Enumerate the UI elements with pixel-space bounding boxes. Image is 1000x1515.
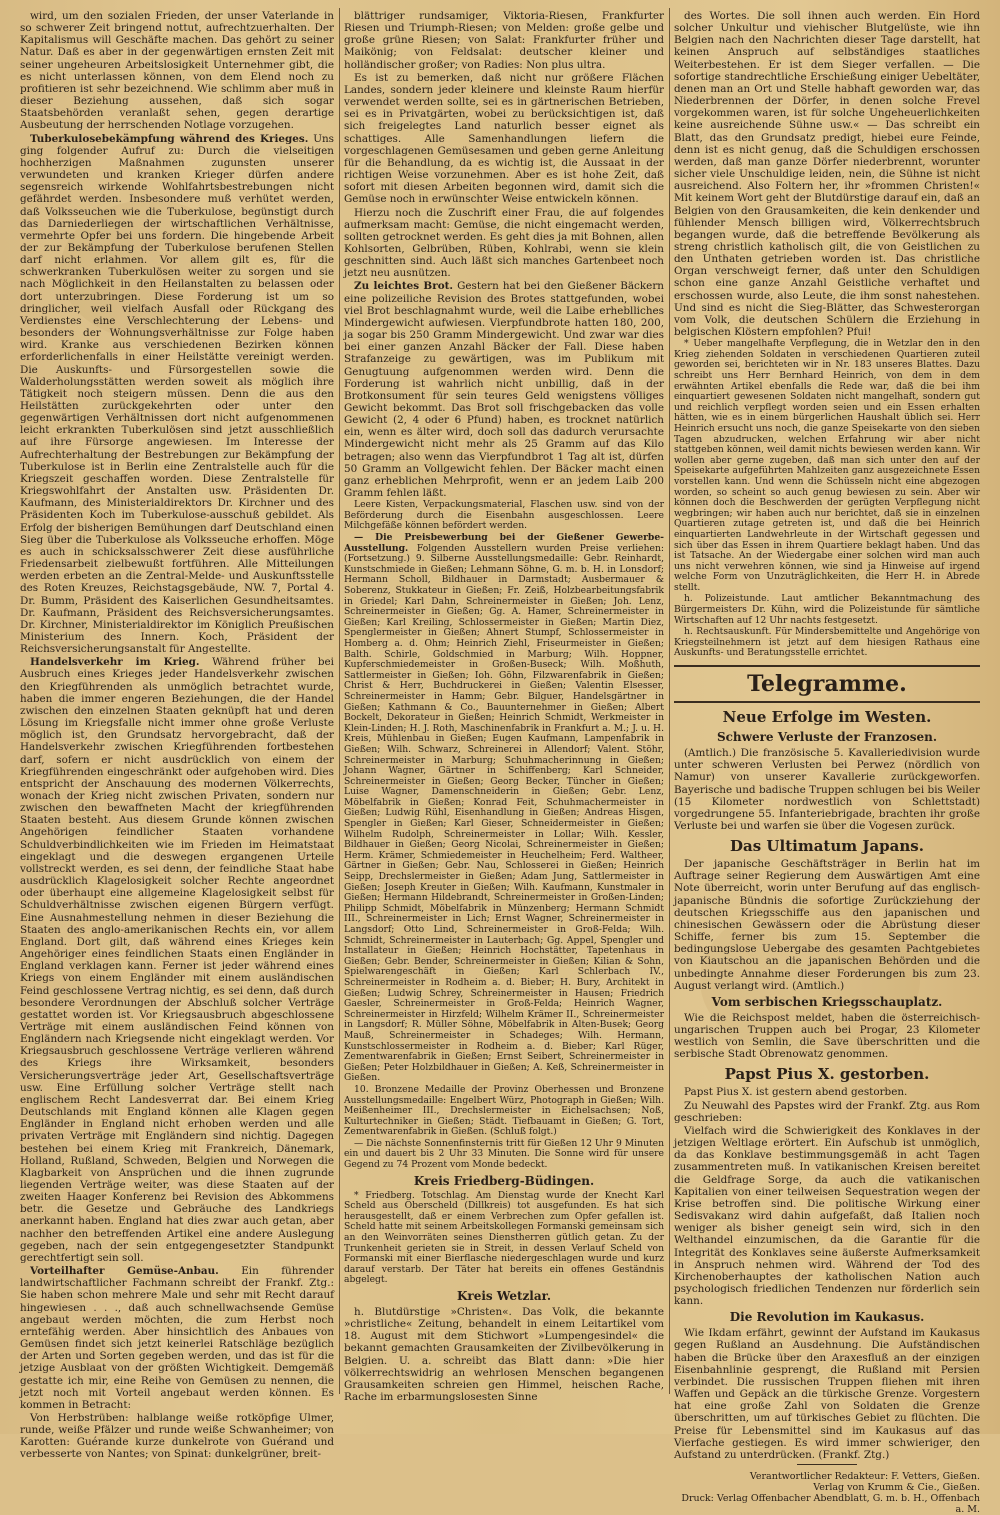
article-paragraph: des Wortes. Die soll ihnen auch werden. Ein Hord solcher Unkultur und viehischer Blutgelüste, wie ihn Belgien nach den Nachrichten dieser Tage darstellt, hat keinen Anspruch auf selbständiges staatliches Weiterbestehen. Er ist dem Sieger verfallen. — Die sofortige standrechtliche Erschießung einiger Uebeltäter, denen man an Ort und Stelle habhaft geworden war, das Niederbrennen der Dörfer, in denen solche Frevel vorgekommen waren, ist für solche Ungeheuerlichkeiten keine ausreichende Sühne usw.« — Das schreibt ein Blatt, das den Grundsatz predigt, hiebei eure Feinde, denn ist es nicht genug, daß die Schuldigen erschossen werden, daß man ganze Dörfer niederbrennt, worunter sicher viele Unschuldige leiden, nein, die Sühne ist nicht ausreichend. Also Foltern her, ihr »frommen Christen!« Mit keinem Wort geht der Blutdürstige darauf ein, daß an Belgien von den Grausamkeiten, die kein denkender und fühlender Mensch billigen wird, Völkerrechtsbruch begangen wurde, daß die betreffende Bevölkerung als streng christlich katholisch gilt, die von Geistlichen zu den Unthaten getrieben worden ist. Das christliche Organ verschweigt ferner, daß unter den Schuldigen schon eine ganze Anzahl Geistliche verhaftet und erschossen wurde, also Leute, die ihm sonst nahestehen. Und sind es nicht die Sieg-Blätter, das Schwesterorgan vom Volk, die deutschen Schülern die Erziehung in belgischen Klöstern empfohlen? Pfui! xyxy=(674,10,980,339)
article-paragraph: Leere Kisten, Verpackungsmaterial, Flaschen usw. sind von der Beförderung durch die Eisenbahn ausgeschlossen. Leere Milchgefäße können befördert werden. xyxy=(344,499,664,532)
article-paragraph xyxy=(344,280,664,499)
telegram-section-title: Telegramme. xyxy=(674,665,980,703)
article-paragraph: wird, um den sozialen Frieden, der unser Vaterlande in so schwerer Zeit bringend nottut, aufrechtzuerhalten. Der Kapitalismus will Geschäfte machen. Das gehört zu seiner Natur. Daß es aber in der gegenwärtigen ernsten Zeit mit seiner ungeheuren Arbeitslosigkeit Unternehmer gibt, die es nicht unterlassen können, von dem Elend noch zu profitieren ist sehr bezeichnend. Wie schlimm aber muß in dieser Beziehung aussehen, daß sich sogar Staatsbehörden veranlaßt sehen, gegen derartige Ausbeutung der herrschenden Notlage vorzugehen. xyxy=(20,10,334,132)
article-paragraph: Hierzu noch die Zuschrift einer Frau, die auf folgendes aufmerksam macht: Gemüse, die nicht eingemacht werden, sollten getrocknet werden. Es geht dies ja mit Bohnen, allen Kohlsorten, Gelbrüben, Rüben, Kohlrabi, wenn sie klein geschnitten sind. Auch läßt sich manches Gartenbeet noch jetzt neu ausnützen. xyxy=(344,206,664,280)
article-text: Folgenden Ausstellern wurden Preise verliehen: (Fortsetzung.) 9. Silberne Ausstellungsmedaille: Gebr. Reinhardt, Kunstschmiede in Gießen; Lehmann Söhne, G. m. b. H. in Lonsdorf; Hermann Scholl, Bildhauer in Darmstadt; Ausbermauer & Soberenz, Stukkateur in Gießen; Fr. Zeiß, Holzbearbeitungsfabrik in Griedel; Karl Dahn, Schreinermeister in Gießen; Joh. Lenz, Schreinermeister in Gießen; Gg. A. Hamer, Schreinermeister in Gießen; Karl Kreiling, Schlossermeister in Gießen; Martin Diez, Spenglermeister in Gießen; Ahnert Stumpf, Schlossermeister in Homberg a. d. Ohm; Heinrich Ziehl, Friseurmeister in Gießen; Balth. Schirle, Goldschmied in Marburg; Wilh. Hoppner, Kupferschmiedemeister in Großen-Buseck; Wilh. Moßhuth, Sattlermeister in Gießen; Ioh. Göhn, Filzwarenfabrik in Gießen; Christ & Herr, Buchdruckerei in Gießen; Valentin Elsesser, Schreinermeister in Hamm; Gebr. Bilguer, Handelsgärtner in Gießen; Kathmann & Co., Bauunternehmer in Gießen; Albert Bockelt, Dekorateur in Gießen; Heinrich Schmidt, Werkmeister in Klein-Linden; H. J. Roth, Maschinenfabrik in Frankfurt a. M.; J. u. H. Kreis, Mühlenbau in Gießen; Eugen Kaufmann, Lampenfabrik in Gießen; Wilh. Schwarz, Schreinerei in Allendorf; Valent. Stöhr, Schreinermeister in Marburg; Schuhmacherinnung in Gießen; Johann Wagner, Gärtner in Schiffenberg; Karl Schneider, Schreinermeister in Gießen; Georg Becker, Tüncher in Gießen; Luise Wagner, Damenschneiderin in Gießen; Gebr. Lenz, Möbelfabrik in Gießen; Konrad Feit, Schuhmachermeister in Gießen; Ludwig Rühl, Eisenhandlung in Gießen; Andreas Hisgen, Spengler in Gießen; Karl Gieser, Schneidermeister in Gießen; Wilhelm Rudolph, Schreinermeister in Lollar; Wilh. Kessler, Bildhauer in Gießen; Georg Nicolai, Schreinermeister in Gießen; Herm. Krämer, Schmiedemeister in Heuchelheim; Ferd. Waltheer, Gärtner in Gießen; Gebr. Nau, Schlosserei in Gießen; Heinrich Seipp, Drechslermeister in Gießen; Adam Jung, Sattlermeister in Gießen; Joseph Kreuter in Gießen; Wilh. Kaufmann, Kunstmaler in Gießen; Hermann Hildebrandt, Schreinermeister in Großen-Linden; Philipp Schmidt, Möbelfabrik in Münzenberg; Hermann Schmidt III., Schreinermeister in Lich; Ernst Wagner, Schreinermeister in Langsdorf; Otto Lind, Schreinermeister in Groß-Felda; Wilh. Schmidt, Schreinermeister in Lauterbach; Gg. Appel, Spengler und Installateur in Gießen; Heinrich Hochstätter, Tapetenhaus in Gießen; Gebr. Bender, Schreinermeister in Gießen; Kilian & Sohn, Spielwarengeschäft in Gießen; Karl Schlerbach IV., Schreinermeister in Rodheim a. d. Bieber; H. Bury, Architekt in Gießen; Ludwig Schrey, Schreinermeister in Hausen; Friedrich Gaesler, Schreinermeister in Groß-Felda; Heinrich Wagner, Schreinermeister in Hirzfeld; Wilhelm Krämer II., Schreinermeister in Langsdorf; R. Müller Söhne, Möbelfabrik in Alten-Busek; Georg Mauß, Schreinermeister in Schadeges; Wilh. Hermann, Kunstschlossermeister in Rodheim a. d. Bieber; Karl Rüger, Zementwarenfabrik in Gießen; Ernst Seibert, Schreinermeister in Gießen; Peter Holzbildhauer in Gießen; A. Keß, Schreinermeister in Gießen. xyxy=(344,542,664,1084)
article-paragraph: h. Rechtsauskunft. Für Mindersbemittelte und Angehörige von Kriegsteilnehmern ist jetzt auf dem hiesigen Rathaus eine Auskunfts- und Beratungsstelle errichtet. xyxy=(674,626,980,659)
article-paragraph: Papst Pius X. ist gestern abend gestorben. xyxy=(684,1086,908,1099)
section-heading: Die Revolution im Kaukasus. xyxy=(729,1310,925,1325)
section-heading: Das Ultimatum Japans. xyxy=(730,837,924,856)
article-paragraph: h. Polizeistunde. Laut amtlicher Bekanntmachung des Bürgermeisters Dr. Kühn, wird die Polizeistunde für sämtliche Wirtschaften auf 12 Uhr nachts festgesetzt. xyxy=(674,593,980,626)
section-heading: Vom serbischen Kriegsschauplatz. xyxy=(711,994,943,1009)
column-right xyxy=(674,10,980,1515)
article-paragraph: 10. Bronzene Medaille der Provinz Oberhessen und Bronzene Ausstellungsmedaille: Engelbert Würz, Photograph in Gießen; Wilh. Meißenheimer III., Drechslermeister in Eichelsachsen; Noß, Kulturtechniker in Gießen; Städt. Tiefbauamt in Gießen; G. Tort, Zementwarenfabrik in Gießen. (Schluß folgt.) xyxy=(344,1083,664,1138)
article-paragraph xyxy=(20,656,334,1264)
column-rule xyxy=(669,8,670,1394)
section-heading: Kreis Wetzlar. xyxy=(456,1289,552,1303)
article-paragraph: Von Herbstrüben: halblange weiße rotköpfige Ulmer, runde, weiße Pfälzer und runde weiße Schwanheimer; von Karotten: Guérande kurze dunkelrote von Guérand und verbesserte von Nantes; von Spinat: dunkelgrüner, breit- xyxy=(20,1411,334,1461)
article-paragraph: Vielfach wird die Schwierigkeit des Konklaves in der jetzigen Weltlage erörtert. Ein Aufschub ist unmöglich, da das Konklave bestimmungsgemäß in acht Tagen zusammentreten muß. In vatikanischen Kreisen bereitet die Geldfrage Sorge, da auch die vatikanischen Kapitalien von einer teilweisen Sequestration wegen der Krise betroffen sind. Die politische Wirkung einer Sedisvakanz wird dahin aufgefaßt, daß Italien noch weniger als bisher geneigt sein wird, sich in den Welthandel einzumischen, da die Garantie für die Integrität des Konklaves seine äußerste Aufmerksamkeit in Anspruch nehmen wird. Während der Tod des Kirchenoberhauptes der katholischen Nation auch psychologisch friedlichen Tendenzen nur förderlich sein kann. xyxy=(674,1124,980,1308)
article-paragraph: Wie die Reichspost meldet, haben die österreichisch-ungarischen Truppen auch bei Progar, 23 Kilometer westlich von Semlin, die Save überschritten und die serbische Stadt Obrenowatz genommen. xyxy=(674,1011,980,1061)
column-rule xyxy=(339,8,340,1394)
article-paragraph: Es ist zu bemerken, daß nicht nur größere Flächen Landes, sondern jeder kleinere und kleinste Raum hierfür verwendet werden sollte, sei es in gärtnerischen Betrieben, sei es in Privatgärten, wobei zu berücksichtigen ist, daß sich freigelegtes Land naturlich besser eignet als schattiges. Alle Samenhandlungen liefern die vorgeschlagenen Gemüsesamen und geben gerne Anleitung für die Behandlung, da es wichtig ist, die Aussaat in der richtigen Weise vorzunehmen. Aber es ist hohe Zeit, daß sofort mit diesen Arbeiten begonnen wird, damit sich die Gemüse noch in erwünschter Weise entwickeln können. xyxy=(344,71,664,206)
article-paragraph: Der japanische Geschäftsträger in Berlin hat im Auftrage seiner Regierung dem Auswärtigen Amt eine Note überreicht, worin unter Berufung auf das englisch-japanische Bündnis die sofortige Zurückziehung der deutschen Kriegsschiffe aus den japanischen und chinesischen Gewässern oder die Abrüstung dieser Schiffe, ferner bis zum 15. September die bedingungslose Uebergabe des gesamten Pachtgebietes von Kiautschou an die japanischen Behörden und die unbedingte Annahme dieser Forderungen bis zum 23. August verlangt wird. (Amtlich.) xyxy=(674,858,980,992)
article-paragraph xyxy=(20,133,334,656)
article-text: Während früher bei Ausbruch eines Krieges jeder Handelsverkehr zwischen den Kriegführenden als unmöglich betrachtet wurde, haben die immer engeren Beziehungen, die der Handel zwischen den einzelnen Staaten geknüpft hat und deren Lösung im Kriegsfalle nicht immer ohne große Verluste möglich ist, den Grundsatz hervorgebracht, daß der Handelsverkehr zwischen Kriegführenden fortbestehen darf, sofern er nicht ausdrücklich von einem der Kriegführenden eingeschränkt oder aufgehoben wird. Dies entspricht der Anschauung des modernen Völkerrechts, wonach der Krieg nicht zwischen Privaten, sondern nur zwischen den bewaffneten Macht der kriegführenden Staaten besteht. Aus diesem Grunde können zwischen Angehörigen feindlicher Staaten vorhandene Schuldverbindlichkeiten wie im Frieden im Heimatstaat eingeklagt und die deswegen ergangenen Urteile vollstreckt werden, es sei denn, der feindliche Staat habe ausdrücklich Klagelosigkeit solcher Rechte angeordnet oder überhaupt eine allgemeine Klagelosigkeit selbst für Schuldverhältnisse zwischen eigenen Bürgern verfügt. Eine Ausnahmestellung nehmen in dieser Beziehung die Staaten des anglo-amerikanischen Rechts ein, vor allem England. Dort gilt, daß während eines Krieges kein Angehöriger eines feindlichen Staats einen Engländer in England verklagen kann. Ferner ist jeder während eines Kriegs von einem Engländer mit einem ausländischen Feind geschlossene Vertrag nichtig, es sei denn, daß durch besondere Verordnungen der Abschluß solcher Verträge gestattet worden ist. Vor Kriegsausbruch abgeschlossene Verträge mit einem ausländischen Feind können von Engländern nach Kriegsende nicht eingeklagt werden. Vor Kriegsausbruch geschlossene Verträge verlieren während des Kriegs ihre Wirksamkeit, besonders Versicherungsverträge jeder Art, Gesellschaftsverträge usw. Eine Erfüllung solcher Verträge stellt nach englischem Recht Landesverrat dar. Bei einem Krieg Deutschlands mit England können alle Klagen gegen Engländer in England nicht erhoben werden und alle privaten Verträge mit Engländern sind nichtig. Dagegen bestehen bei einem Krieg mit Frankreich, Dänemark, Holland, Rußland, Schweden, Belgien und Norwegen die Klagbarkeit von Ansprüchen und die ihnen zugrunde liegenden Verträge weiter, was diese Staaten auf der zweiten Haager Konferenz bei Revision des Abkommens betr. die Gesetze und Gebräuche des Landkriegs anerkannt haben. England hat dies zwar auch getan, aber nachher den betreffenden Artikel eine andere Auslegung gegeben, nach der sein entgegengesetzter Standpunkt gerechtfertigt sein soll. xyxy=(20,656,334,1264)
article-heading: Handelsverkehr im Krieg. xyxy=(30,656,200,669)
article-paragraph: * Ueber mangelhafte Verpflegung, die in Wetzlar den in den Krieg ziehenden Soldaten in verschiedenen Quartieren zuteil geworden sei, berichteten wir in Nr. 183 unseres Blattes. Dazu schreibt uns Herr Bernhard Heinrich, von dem in dem erwähnten Artikel ebenfalls die Rede war, daß die bei ihm einquartiert gewesenen Soldaten nicht mangelhaft, sondern gut und reichlich verpflegt worden seien und ein Essen erhalten hätten, wie es in einem bürgerlichen Haushalt üblich sei. Herr Heinrich ersucht uns noch, die ganze Speisekarte von den sieben Tagen abzudrucken, welchen Erfahrung wir aber nicht stattgeben können, weil damit nichts bewiesen werden kann. Wir wollen aber gerne zugeben, daß man sich unter den auf der Speisekarte aufgeführten Mahlzeiten ganz ausgezeichnete Essen vorstellen kann. Und wenn die Schüsseln nicht eine abgezogen worden, so scheint so auch genug bewiesen zu sein. Aber wir können doch die Beschwerden der gerügten Verpflegung nicht wegbringen; wir haben auch nur berichtet, daß sie in einzelnen Quartieren zutage getreten ist, und daß die bei Heinrich einquartierten Landwehrleute in der Wirtschaft gegessen und sich über das Essen in ihrem Quartiere beklagt haben. Und das ist Tatsache. An der Wiedergabe einer solchen wird man auch uns nicht verwehren können, wie sind ja Hinweise auf irgend welche Form von Unzuträglichkeiten, die Herr H. in Abrede stellt. xyxy=(674,338,980,593)
section-heading: Kreis Friedberg-Büdingen. xyxy=(413,1173,595,1188)
article-paragraph: blättriger rundsamiger, Viktoria-Riesen, Frankfurter Riesen und Triumph-Riesen; von Melden: große gelbe und große grüne Riesen; von Salat: Frankfurter früher und Maikönig; von Feldsalat: deutscher kleiner und holländischer großer; von Radies: Non plus ultra. xyxy=(344,10,664,71)
section-subheading: Schwere Verluste der Franzosen. xyxy=(716,730,938,745)
column-middle xyxy=(344,10,664,1424)
article-text: Uns ging folgender Aufruf zu: Durch die vielseitigen hochherzigen Maßnahmen zugunsten unserer verwundeten und kranken Krieger dürfen andere segensreich wirkende Wohlfahrtsbestrebungen nicht gefährdet werden. Insbesondere muß verhütet werden, daß Volksseuchen wie die Tuberkulose, begünstigt durch das Darniederliegen der wirtschaftlichen Verhältnisse, vermehrte Opfer bei uns fordern. Die hingebende Arbeit der zur Bekämpfung der Tuberkulose berufenen Stellen darf nicht erlahmen. Vor allem gilt es, für die schwerkranken Tuberkulösen weiter zu sorgen und sie nach Möglichkeit in den Heilanstalten zu belassen oder dort unterzubringen. Diese Forderung ist um so dringlicher, weil vielfach Ausfall oder Rückgang des Verdienstes eine Verschlechterung der Lebens- und besonders der Wohnungsverhältnisse zur Folge haben wird. Kranke aus verschiedenen Bezirken können erforderlichenfalls in einer Heilstätte vereinigt werden. Die Auskunfts- und Fürsorgestellen sowie die Walderholungsstätten werden soweit als möglich ihre Tätigkeit noch steigern müssen. Denn die aus den Heilstätten zurückgekehrten oder unter den gegenwärtigen Verhältnissen dort nicht aufgenommenen leicht erkrankten Tuberkulösen sind jetzt ausschließlich auf ihre Fürsorge angewiesen. Im Interesse der Aufrechterhaltung der Bestrebungen zur Bekämpfung der Tuberkulose ist in Berlin eine Zentralstelle auch für die Kriegszeit geschaffen worden. Diese Zentralstelle für Kriegswohlfahrt der Anstalten usw. Präsidenten Dr. Kaufmann, des Ministerialdirektors Dr. Kirchner und des Präsidenten Koch im Tuberkulose-ausschuß gebildet. Als Erfolg der bisherigen Bemühungen darf Deutschland einen Sieg über die Tuberkulose als Volksseuche erhoffen. Möge es auch in schicksalsschwerer Zeit diese ausführliche Friedensarbeit zielbewußt fortführen. Alle Mitteilungen werden erbeten an die Zentral-Melde- und Auskunftsstelle des Roten Kreuzes, Reichstagsgebäude, NW. 7, Portal 4. Dr. Bumm, Präsident des Kaiserlichen Gesundheitsamtes. Dr. Kaufmann, Präsident des Reichsversicherungsamtes. Dr. Kirchner, Ministerialdirektor im Königlich Preußischen Ministerium des Innern. Koch, Präsident der Reichsversicherungsanstalt für Angestellte. xyxy=(20,132,334,656)
article-text: Gestern hat bei den Gießener Bäckern eine polizeiliche Revision des Brotes stattgefunden, wobei viel Brot beschlagnahmt wurde, weil die Laibe erheblliches Mindergewicht aufwiesen. Vierpfundbrote hatten 180, 200, ja sogar bis 250 Gramm Mindergewicht. Und zwar war dies bei einer ganzen Anzahl Bäcker der Fall. Diese haben Strafanzeige zu gewärtigen, was im Publikum mit Genugtuung aufgenommen werden wird. Denn die Forderung ist wahrlich nicht unbillig, daß in der Brotkonsument für sein teures Geld wenigstens völliges Gewicht bekommt. Das Brot soll frischgebacken das volle Gewicht (2, 4 oder 6 Pfund) haben, es trocknet natürlich ein, wenn es älter wird, doch soll das dadurch verursachte Mindergewicht nicht mehr als 25 Gramm auf das Kilo betragen; also wenn das Vierpfundbrot 1 Tag alt ist, dürfen 50 Gramm an Vollgewicht fehlen. Der Bäcker macht einen ganz erheblichen Mehrprofit, wenn er an jedem Laib 200 Gramm fehlen läßt. xyxy=(344,280,664,500)
imprint-publisher: Verlag von Krumm & Cie., Gießen. xyxy=(813,1482,980,1493)
article-heading: — Die Preisbewerbung bei der Gießener Gewerbe-Ausstellung. xyxy=(344,532,664,554)
article-paragraph: h. Blutdürstige »Christen«. Das Volk, die bekannte »christliche« Zeitung, behandelt in einem Leitartikel vom 18. August mit dem Stichwort »Lumpengesindel« die bekannt gemachten Grausamkeiten der Zivilbevölkerung in Belgien. U. a. schreibt das Blatt dann: »Die hier völkerrechtswidrig an wehrlosen Menschen begangenen Grausamkeiten schreien gen Himmel, heischen Rache, Rache im erbarmungslosesten Sinne xyxy=(344,1306,664,1404)
article-text: Ein führender landwirtschaftlicher Fachmann schreibt der Frankf. Ztg.: Sie haben schon mehrere Male und sehr mit Recht darauf hingewiesen . . ., daß auch schnellwachsende Gemüse angebaut werden möchten, die zum Herbst noch erntefähig werden. Aber hinsichtlich des Anbaues von Gemüsen findet sich jetzt keinerlei Ratschläge bezüglich der Arten und Sorten gegeben werden, und das ist für die jetzige Ausblaat von der größten Wichtigkeit. Demgemäß gestatte ich mir, eine Reihe von Gemüsen zu nennen, die jetzt noch mit Vorteil angebaut werden können. Es kommen in Betracht: xyxy=(20,1265,334,1411)
imprint xyxy=(674,1471,980,1515)
divider xyxy=(797,1464,857,1465)
article-paragraph: (Amtlich.) Die französische 5. Kavalleriedivision wurde unter schweren Verlusten bei Perwez (nördlich von Namur) von unserer Kavallerie zurückgeworfen. Bayerische und badische Truppen schlugen bei bis Weiler (15 Kilometer nordwestlich von Schlettstadt) vorgedrungene 55. Infanteriebrigade, brachten ihr große Verluste bei und warfen sie über die Vogesen zurück. xyxy=(674,747,980,832)
imprint-printer: Druck: Verlag Offenbacher Abendblatt, G. m. b. H., Offenbach a. M. xyxy=(681,1493,980,1515)
article-paragraph: Zu Neuwahl des Papstes wird der Frankf. Ztg. aus Rom geschrieben: xyxy=(674,1099,980,1124)
article-paragraph xyxy=(20,1265,334,1411)
article-paragraph xyxy=(344,533,664,1084)
article-heading: Zu leichtes Brot. xyxy=(354,280,454,293)
imprint-editor: Verantwortlicher Redakteur: F. Vetters, Gießen. xyxy=(749,1471,980,1482)
column-left xyxy=(20,10,334,1461)
article-paragraph: * Friedberg. Totschlag. Am Dienstag wurde der Knecht Karl Scheld aus Oberscheld (Dillkreis) tot ausgefunden. Es hat sich herausgestellt, daß er einem Verbrechen zum Opfer gefallen ist. Scheld hatte mit seinem Arbeitskollegen Formanski gemeinsam sich an den Weinvorräten seines Dienstherren gütlich getan. Zu der Trunkenheit gerieten sie in Streit, in dessen Verlauf Scheld von Formanski mit einer Bierflasche niedergeschlagen wurde und kurz darauf verstarb. Der Täter hat bereits ein offenes Geständnis abgelegt. xyxy=(344,1189,664,1286)
article-heading: Tuberkulosebekämpfung während des Krieges. xyxy=(30,132,309,145)
section-heading: Neue Erfolge im Westen. xyxy=(722,708,932,727)
article-paragraph: — Die nächste Sonnenfinsternis tritt für Gießen 12 Uhr 9 Minuten ein und dauert bis 2 Uhr 33 Minuten. Die Sonne wird für unsere Gegend zu 74 Prozent vom Monde bedeckt. xyxy=(344,1137,664,1171)
article-heading: Vorteilhafter Gemüse-Anbau. xyxy=(30,1265,219,1278)
section-heading: Papst Pius X. gestorben. xyxy=(724,1065,930,1084)
article-paragraph: Wie Ikdam erfährt, gewinnt der Aufstand im Kaukasus gegen Rußland an Ausdehnung. Die Aufständischen haben die Brücke über den Araxesfluß an der einzigen Eisenbahnlinie gesprengt, die Rußland mit Persien verbindet. Die russischen Truppen fliehen mit ihren Waffen und Gepäck an die türkische Grenze. Vorgestern hat eine große Zahl von Soldaten die Grenze überschritten, um auf türkisches Gebiet zu flüchten. Die Preise für Lebensmittel sind im Kaukasus auf das Vierfache gestiegen. Es wird immer schwieriger, den Aufstand zu unterdrücken. (Frankf. Ztg.) xyxy=(674,1327,980,1461)
